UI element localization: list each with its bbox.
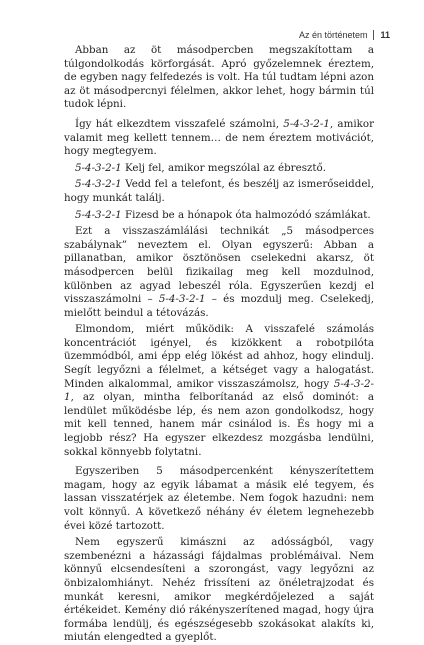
paragraph-text: Abban az öt másodpercben megszakítottam a túlgondolkodás körforgását. Apró győzelemnek éreztem, de egyben nagy felfedezés is volt. Ha túl tudtam lépni azon az öt másodpercnyi félelmen, akkor lehet, hogy bármin túl tudok lépni. xyxy=(64,44,374,111)
paragraph-text: Vedd fel a telefont, és beszélj az ismerőseiddel, hogy munkát találj. xyxy=(64,178,374,204)
countdown-phrase: 5-4-3-2-1 xyxy=(75,178,122,191)
countdown-phrase: 5-4-3-2-1 xyxy=(283,117,330,130)
header-separator xyxy=(373,30,374,40)
paragraph-text: Egyszeriben 5 másodpercenként kényszerítettem magam, hogy az egyik lábamat a másik elé tegyem, és lassan visszatérjek az életembe. Nem fogok hazudni: nem volt könnyű. A következő néhány év életem legnehezebb évei közé tartozott. xyxy=(64,465,374,532)
paragraph-p9 xyxy=(64,536,374,645)
countdown-phrase: 5-4-3-2-1 xyxy=(75,208,122,221)
countdown-phrase: 5-4-3-2-1 xyxy=(158,293,206,306)
paragraph-text: Fizesd be a hónapok óta halmozódó számlákat. xyxy=(121,208,371,221)
body-text xyxy=(64,44,374,645)
countdown-phrase: 5-4-3-2-1 xyxy=(64,377,374,404)
running-title: Az én történetem xyxy=(298,30,368,40)
paragraph-p3 xyxy=(64,162,374,176)
paragraph-text: , az olyan, mintha felborítanád az első dominót: a lendület működésbe lép, és nem azon gondolkodsz, hogy mit kell tenned, hanem már csinálod is. És hogy mi a legjobb rész? Ha egyszer elkezdesz mozgásba lendülni, sokkal könnyebb folytatni. xyxy=(64,391,374,458)
paragraph-text: Nem egyszerű kimászni az adósságból, vagy szembenézni a házassági fájdalmas problémáival. Nem könnyű elcsendesíteni a szorongást, vagy legyőzni az önbizalomhiányt. Nehéz frissíteni az önéletrajzodat és munkát keresni, amikor megkérdőjelezed a saját értékeidet. Kemény dió rákényszerítened magad, hogy újra formába lendülj, és egészségesebb szokásokat alakíts ki, miután elengedted a gyeplőt. xyxy=(64,536,374,644)
paragraph-text: , amikor valamit meg kellett tennem… de nem éreztem motivációt, hogy megtegyem. xyxy=(64,117,374,158)
page-number: 11 xyxy=(380,30,390,40)
paragraph-text: Ezt a visszaszámlálási technikát „5 másodperces szabálynak” neveztem el. Olyan egyszerű: Abban a pillanatban, amikor ösztönösen cselekedni akarsz, öt másodpercen belül fizikailag meg kell mozdulnod, különben az agyad lebeszél róla. Egyszerűen kezdj el visszaszámolni – xyxy=(64,225,374,306)
paragraph-p6 xyxy=(64,225,374,320)
paragraph-text: Elmondom, miért működik: A visszafelé számolás koncentrációt igényel, és kizökkent a robotpilóta üzemmódból, ami épp elég lökést ad ahhoz, hogy elindulj. Segít legyőzni a félelmet, a kétséget vagy a halogatást. Minden alkalommal, amikor visszaszámolsz, hogy xyxy=(64,323,374,390)
paragraph-p2 xyxy=(64,118,374,159)
paragraph-p5 xyxy=(64,209,374,223)
paragraph-p4 xyxy=(64,178,374,205)
paragraph-text: Kelj fel, amikor megszólal az ébresztő. xyxy=(121,161,327,174)
countdown-phrase: 5-4-3-2-1 xyxy=(75,161,122,174)
running-header xyxy=(299,30,390,40)
paragraph-text: Így hát elkezdtem visszafelé számolni, xyxy=(75,117,284,130)
paragraph-p1 xyxy=(64,44,374,112)
paragraph-text: – és mozdulj meg. Cselekedj, mielőtt beindul a tétovázás. xyxy=(64,293,375,319)
paragraph-p8 xyxy=(64,465,374,533)
paragraph-p7 xyxy=(64,323,374,459)
